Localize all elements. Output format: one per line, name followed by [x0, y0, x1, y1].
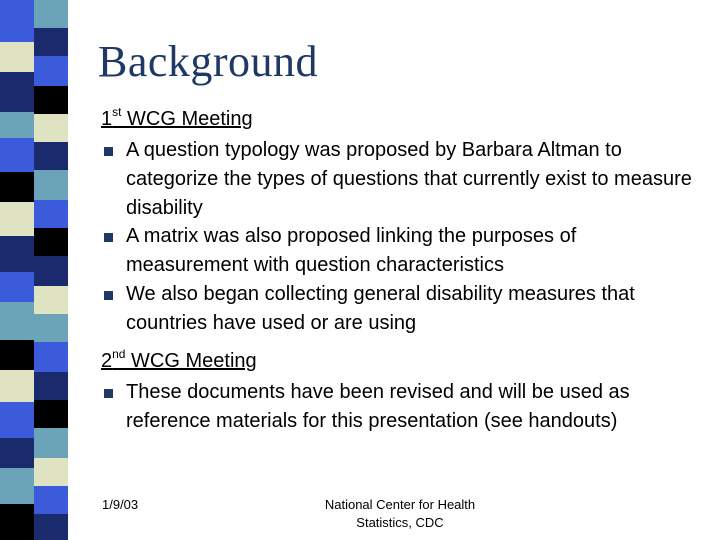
slide-title: Background: [98, 37, 319, 86]
section-heading-1: 1st WCG Meeting: [101, 105, 253, 130]
list-item: A question typology was proposed by Barbara Altman to categorize the types of questions that currently exist to measure disability: [104, 136, 694, 223]
footer-organization: National Center for Health Statistics, CDC: [324, 497, 476, 530]
list-item: A matrix was also proposed linking the purposes of measurement with question characteristics: [104, 222, 694, 280]
section-heading-2: 2nd WCG Meeting: [101, 347, 257, 372]
list-item: These documents have been revised and will be used as reference materials for this presentation (see handouts): [104, 378, 694, 436]
square-bullet-icon: [104, 233, 113, 242]
decorative-stripe: [0, 0, 68, 540]
list-item: We also began collecting general disability measures that countries have used or are using: [104, 280, 694, 338]
square-bullet-icon: [104, 389, 113, 398]
square-bullet-icon: [104, 291, 113, 300]
square-bullet-icon: [104, 147, 113, 156]
footer-date: 1/9/03: [102, 497, 139, 512]
